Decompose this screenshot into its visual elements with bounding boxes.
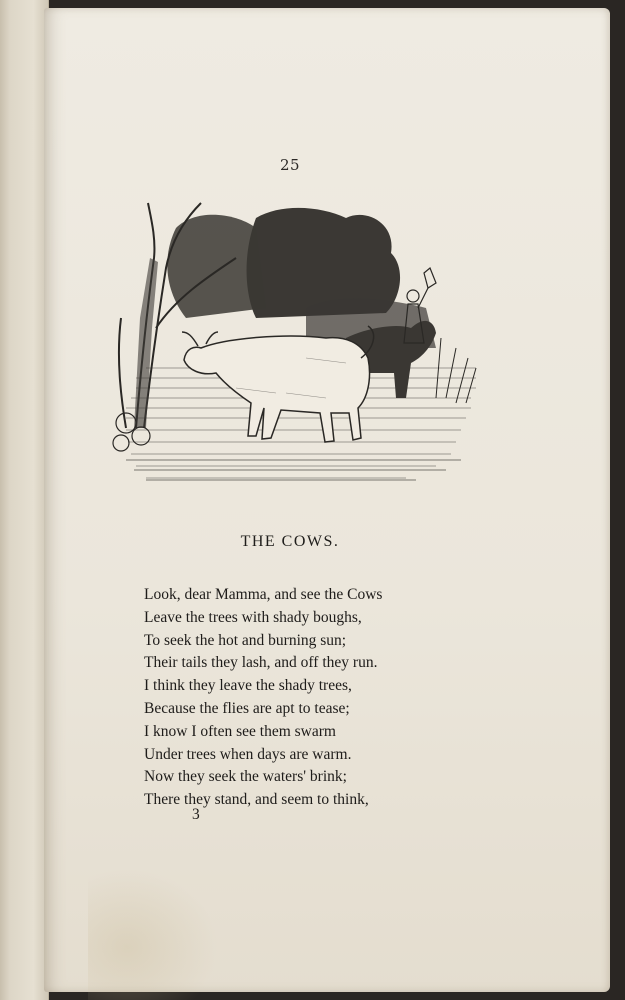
poem-line: Because the flies are apt to tease; bbox=[144, 699, 350, 717]
water-stain bbox=[88, 868, 218, 1000]
poem-title: THE COWS. bbox=[240, 533, 340, 550]
water bbox=[126, 460, 461, 480]
poem-line: Under trees when days are warm. bbox=[144, 745, 352, 763]
poem-line: To seek the hot and burning sun; bbox=[144, 631, 347, 649]
book-page bbox=[44, 8, 610, 992]
cows-engraving bbox=[106, 198, 482, 488]
poem-line: I know I often see them swarm bbox=[144, 722, 336, 740]
white-cow bbox=[182, 326, 374, 442]
poem-body bbox=[144, 584, 382, 812]
reeds bbox=[436, 338, 476, 403]
page-number: 25 bbox=[280, 156, 301, 174]
poem-line: There they stand, and seem to think, bbox=[144, 791, 369, 809]
poem-line: Now they seek the waters' brink; bbox=[144, 768, 347, 786]
poem-line: Their tails they lash, and off they run. bbox=[144, 654, 378, 672]
left-page-edge bbox=[0, 0, 49, 1000]
poem-line: Look, dear Mamma, and see the Cows bbox=[144, 586, 383, 603]
poem-line: Leave the trees with shady boughs, bbox=[144, 608, 362, 626]
signature-mark: 3 bbox=[192, 806, 200, 823]
poem-line: I think they leave the shady trees, bbox=[144, 677, 352, 695]
